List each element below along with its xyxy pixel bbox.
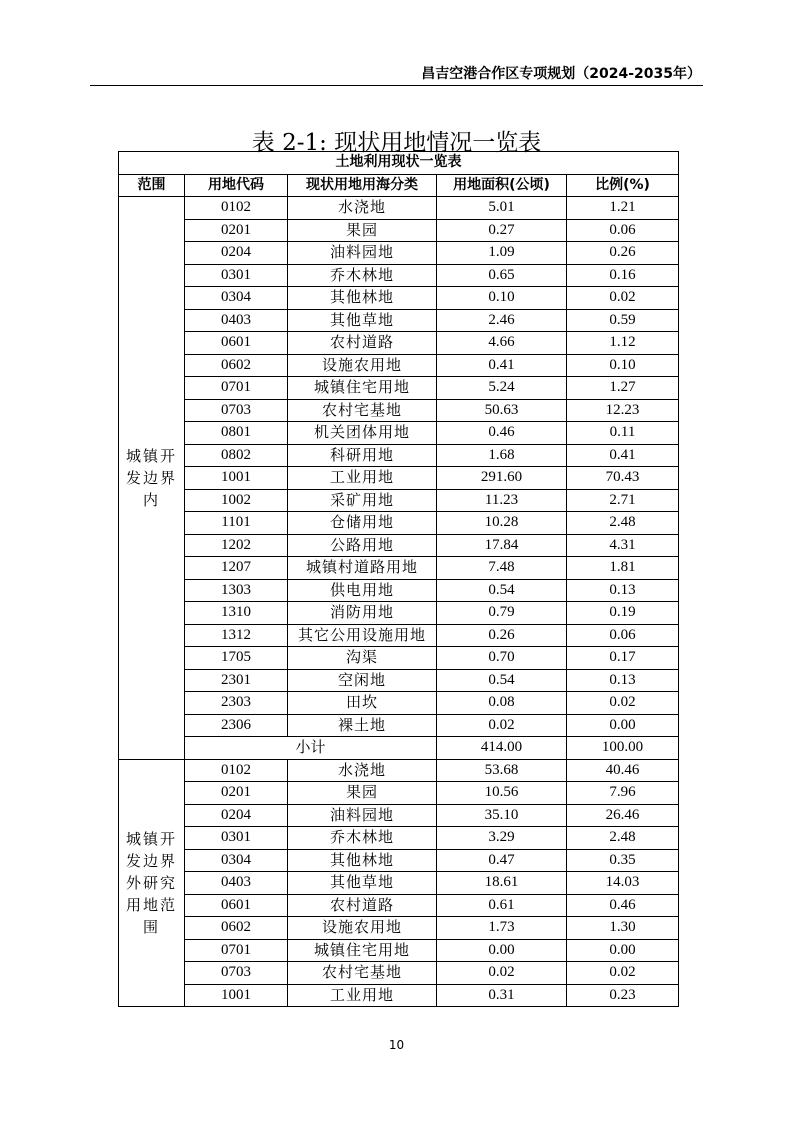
ratio-cell: 7.96 — [567, 782, 679, 805]
area-cell: 4.66 — [437, 332, 567, 355]
header-divider — [90, 85, 703, 86]
ratio-cell: 4.31 — [567, 534, 679, 557]
table-row — [119, 512, 679, 535]
land-code-cell: 0201 — [185, 782, 288, 805]
land-class-cell: 采矿用地 — [288, 489, 437, 512]
table-row — [119, 714, 679, 737]
ratio-cell: 1.12 — [567, 332, 679, 355]
area-cell: 7.48 — [437, 557, 567, 580]
land-code-cell: 0703 — [185, 962, 288, 985]
column-header: 范围 — [119, 174, 185, 197]
land-class-cell: 果园 — [288, 782, 437, 805]
land-code-cell: 0201 — [185, 219, 288, 242]
area-cell: 10.28 — [437, 512, 567, 535]
ratio-cell: 0.00 — [567, 939, 679, 962]
area-cell: 0.65 — [437, 264, 567, 287]
area-cell: 0.31 — [437, 984, 567, 1007]
land-code-cell: 0403 — [185, 309, 288, 332]
table-row — [119, 332, 679, 355]
ratio-cell: 0.16 — [567, 264, 679, 287]
land-class-cell: 其他林地 — [288, 849, 437, 872]
land-code-cell: 0301 — [185, 264, 288, 287]
land-code-cell: 1310 — [185, 602, 288, 625]
ratio-cell: 2.71 — [567, 489, 679, 512]
column-header: 用地代码 — [185, 174, 288, 197]
table-row — [119, 782, 679, 805]
ratio-cell: 0.00 — [567, 714, 679, 737]
area-cell: 0.26 — [437, 624, 567, 647]
area-cell: 2.46 — [437, 309, 567, 332]
table-row — [119, 444, 679, 467]
land-class-cell: 其他草地 — [288, 872, 437, 895]
area-cell: 0.41 — [437, 354, 567, 377]
ratio-cell: 1.30 — [567, 917, 679, 940]
ratio-cell: 0.17 — [567, 647, 679, 670]
zone-label-line: 城镇开 — [125, 829, 177, 848]
area-cell: 0.08 — [437, 692, 567, 715]
ratio-cell: 12.23 — [567, 399, 679, 422]
land-class-cell: 工业用地 — [288, 984, 437, 1007]
area-cell: 291.60 — [437, 467, 567, 490]
ratio-cell: 14.03 — [567, 872, 679, 895]
land-class-cell: 工业用地 — [288, 467, 437, 490]
ratio-cell: 2.48 — [567, 512, 679, 535]
land-class-cell: 公路用地 — [288, 534, 437, 557]
running-header: 昌吉空港合作区专项规划（2024-2035年） — [421, 66, 701, 82]
table-row — [119, 489, 679, 512]
table-row — [119, 827, 679, 850]
ratio-cell: 0.02 — [567, 692, 679, 715]
area-cell: 0.02 — [437, 714, 567, 737]
table-row — [119, 849, 679, 872]
ratio-cell: 0.06 — [567, 624, 679, 647]
ratio-cell: 0.10 — [567, 354, 679, 377]
table-row — [119, 534, 679, 557]
land-code-cell: 0102 — [185, 759, 288, 782]
column-header: 比例(%) — [567, 174, 679, 197]
ratio-cell: 70.43 — [567, 467, 679, 490]
land-class-cell: 农村宅基地 — [288, 962, 437, 985]
land-code-cell: 1101 — [185, 512, 288, 535]
ratio-cell: 0.35 — [567, 849, 679, 872]
land-code-cell: 0601 — [185, 332, 288, 355]
zone-label-line: 用地范 — [125, 895, 177, 914]
land-code-cell: 0802 — [185, 444, 288, 467]
ratio-cell: 0.13 — [567, 579, 679, 602]
area-cell: 0.00 — [437, 939, 567, 962]
land-code-cell: 1705 — [185, 647, 288, 670]
table-row — [119, 804, 679, 827]
table-row — [119, 872, 679, 895]
table-row — [119, 399, 679, 422]
area-cell: 3.29 — [437, 827, 567, 850]
area-cell: 0.02 — [437, 962, 567, 985]
area-cell: 0.10 — [437, 287, 567, 310]
land-code-cell: 1207 — [185, 557, 288, 580]
ratio-cell: 40.46 — [567, 759, 679, 782]
land-code-cell: 0102 — [185, 197, 288, 220]
land-class-cell: 城镇住宅用地 — [288, 377, 437, 400]
zone-label-line: 发边界 — [125, 851, 177, 870]
land-code-cell: 0304 — [185, 287, 288, 310]
land-code-cell: 1303 — [185, 579, 288, 602]
ratio-cell: 0.26 — [567, 242, 679, 265]
page-number: 10 — [388, 1038, 405, 1052]
zone-label-line: 城镇开 — [125, 446, 177, 465]
area-cell: 1.09 — [437, 242, 567, 265]
ratio-cell: 0.23 — [567, 984, 679, 1007]
area-cell: 5.24 — [437, 377, 567, 400]
land-class-cell: 科研用地 — [288, 444, 437, 467]
land-code-cell: 0204 — [185, 804, 288, 827]
land-class-cell: 果园 — [288, 219, 437, 242]
land-class-cell: 其他林地 — [288, 287, 437, 310]
land-class-cell: 设施农用地 — [288, 917, 437, 940]
area-cell: 18.61 — [437, 872, 567, 895]
land-class-cell: 裸土地 — [288, 714, 437, 737]
ratio-cell: 0.41 — [567, 444, 679, 467]
land-code-cell: 0602 — [185, 917, 288, 940]
table-row — [119, 647, 679, 670]
area-cell: 50.63 — [437, 399, 567, 422]
ratio-cell: 0.59 — [567, 309, 679, 332]
table-row — [119, 309, 679, 332]
area-cell: 0.46 — [437, 422, 567, 445]
land-code-cell: 1001 — [185, 984, 288, 1007]
land-class-cell: 农村道路 — [288, 332, 437, 355]
ratio-cell: 0.19 — [567, 602, 679, 625]
land-class-cell: 沟渠 — [288, 647, 437, 670]
land-class-cell: 油料园地 — [288, 804, 437, 827]
table-caption: 表 2-1: 现状用地情况一览表 — [251, 130, 542, 156]
table-row — [119, 354, 679, 377]
land-class-cell: 城镇村道路用地 — [288, 557, 437, 580]
table-row — [119, 422, 679, 445]
area-cell: 0.54 — [437, 579, 567, 602]
area-cell: 5.01 — [437, 197, 567, 220]
ratio-cell: 1.81 — [567, 557, 679, 580]
ratio-cell: 0.02 — [567, 287, 679, 310]
land-class-cell: 油料园地 — [288, 242, 437, 265]
land-class-cell: 其他草地 — [288, 309, 437, 332]
subtotal-label: 小计 — [185, 737, 437, 760]
land-class-cell: 水浇地 — [288, 197, 437, 220]
area-cell: 1.73 — [437, 917, 567, 940]
table-body — [119, 197, 679, 1007]
land-code-cell: 0204 — [185, 242, 288, 265]
land-class-cell: 其它公用设施用地 — [288, 624, 437, 647]
ratio-cell: 1.27 — [567, 377, 679, 400]
land-code-cell: 2303 — [185, 692, 288, 715]
area-cell: 53.68 — [437, 759, 567, 782]
zone-outside-cell — [119, 759, 185, 1007]
land-code-cell: 0403 — [185, 872, 288, 895]
area-cell: 0.70 — [437, 647, 567, 670]
land-class-cell: 仓储用地 — [288, 512, 437, 535]
column-header: 用地面积(公顷) — [437, 174, 567, 197]
table-row — [119, 692, 679, 715]
ratio-cell: 0.02 — [567, 962, 679, 985]
table-header-row — [119, 174, 679, 197]
table-row — [119, 759, 679, 782]
table-row — [119, 962, 679, 985]
land-code-cell: 0304 — [185, 849, 288, 872]
zone-label-line: 围 — [142, 917, 160, 936]
table-row — [119, 242, 679, 265]
area-cell: 0.54 — [437, 669, 567, 692]
land-class-cell: 供电用地 — [288, 579, 437, 602]
area-cell: 0.47 — [437, 849, 567, 872]
land-class-cell: 乔木林地 — [288, 264, 437, 287]
subtotal-area: 414.00 — [437, 737, 567, 760]
land-code-cell: 0301 — [185, 827, 288, 850]
land-class-cell: 农村道路 — [288, 894, 437, 917]
table-row — [119, 377, 679, 400]
table-row — [119, 669, 679, 692]
land-class-cell: 水浇地 — [288, 759, 437, 782]
land-class-cell: 乔木林地 — [288, 827, 437, 850]
subtotal-row — [119, 737, 679, 760]
table-row — [119, 894, 679, 917]
subtotal-ratio: 100.00 — [567, 737, 679, 760]
ratio-cell: 2.48 — [567, 827, 679, 850]
table-row — [119, 579, 679, 602]
table-row — [119, 917, 679, 940]
table-row — [119, 197, 679, 220]
area-cell: 0.79 — [437, 602, 567, 625]
table-row — [119, 624, 679, 647]
area-cell: 1.68 — [437, 444, 567, 467]
table-title-row — [119, 152, 679, 175]
ratio-cell: 0.06 — [567, 219, 679, 242]
table-row — [119, 984, 679, 1007]
ratio-cell: 0.13 — [567, 669, 679, 692]
area-cell: 35.10 — [437, 804, 567, 827]
land-class-cell: 设施农用地 — [288, 354, 437, 377]
table-row — [119, 939, 679, 962]
area-cell: 17.84 — [437, 534, 567, 557]
land-code-cell: 0602 — [185, 354, 288, 377]
land-code-cell: 2301 — [185, 669, 288, 692]
land-class-cell: 消防用地 — [288, 602, 437, 625]
land-code-cell: 0703 — [185, 399, 288, 422]
land-code-cell: 1312 — [185, 624, 288, 647]
zone-label-line: 内 — [142, 490, 160, 509]
area-cell: 11.23 — [437, 489, 567, 512]
column-header: 现状用地用海分类 — [288, 174, 437, 197]
land-code-cell: 1001 — [185, 467, 288, 490]
land-class-cell: 农村宅基地 — [288, 399, 437, 422]
land-class-cell: 城镇住宅用地 — [288, 939, 437, 962]
area-cell: 10.56 — [437, 782, 567, 805]
table-row — [119, 219, 679, 242]
land-class-cell: 空闲地 — [288, 669, 437, 692]
ratio-cell: 0.11 — [567, 422, 679, 445]
table-row — [119, 264, 679, 287]
land-class-cell: 机关团体用地 — [288, 422, 437, 445]
land-code-cell: 1202 — [185, 534, 288, 557]
land-code-cell: 0601 — [185, 894, 288, 917]
land-code-cell: 0701 — [185, 939, 288, 962]
table-row — [119, 602, 679, 625]
land-code-cell: 1002 — [185, 489, 288, 512]
land-code-cell: 2306 — [185, 714, 288, 737]
land-use-table — [118, 151, 679, 1007]
table-row — [119, 467, 679, 490]
area-cell: 0.27 — [437, 219, 567, 242]
land-code-cell: 0701 — [185, 377, 288, 400]
zone-label-line: 发边界 — [125, 468, 177, 487]
zone-label-line: 外研究 — [125, 873, 177, 892]
ratio-cell: 1.21 — [567, 197, 679, 220]
area-cell: 0.61 — [437, 894, 567, 917]
zone-inside-cell — [119, 197, 185, 760]
table-title: 土地利用现状一览表 — [119, 152, 679, 175]
land-code-cell: 0801 — [185, 422, 288, 445]
ratio-cell: 26.46 — [567, 804, 679, 827]
land-class-cell: 田坎 — [288, 692, 437, 715]
table-row — [119, 287, 679, 310]
table-row — [119, 557, 679, 580]
ratio-cell: 0.46 — [567, 894, 679, 917]
